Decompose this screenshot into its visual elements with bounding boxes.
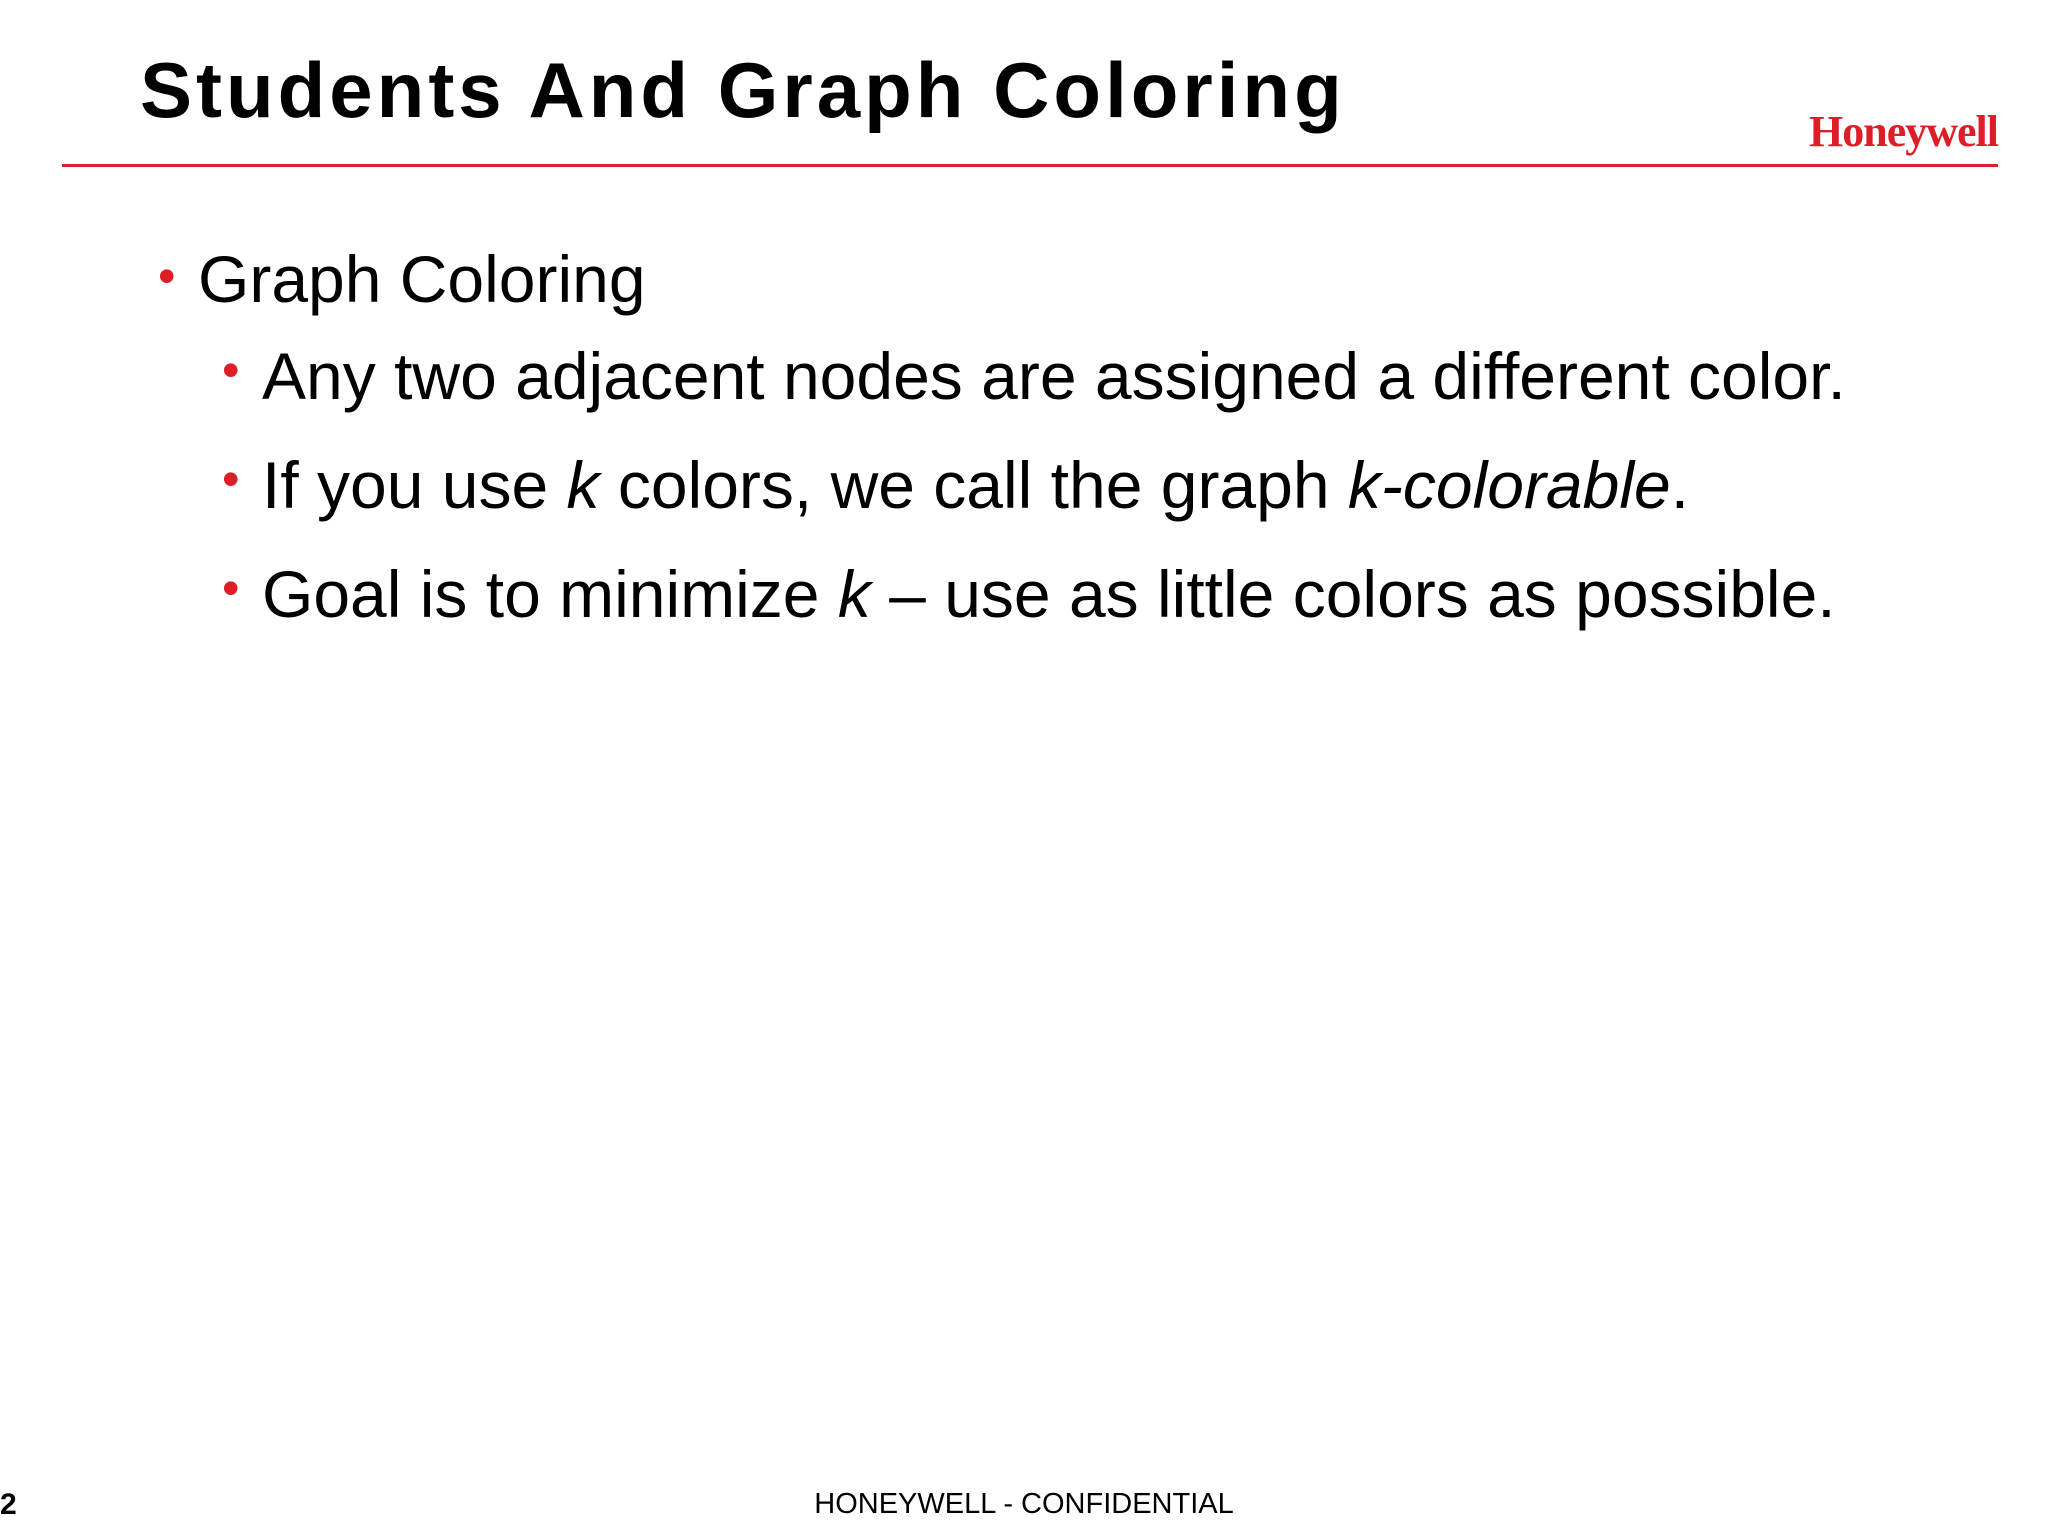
honeywell-logo: Honeywell (1809, 107, 1998, 156)
slide-number: 2 (0, 1488, 17, 1521)
bullet-text-end: . (1670, 447, 1690, 522)
sub-bullet-minimize-k (214, 551, 1862, 638)
confidentiality-notice: HONEYWELL - CONFIDENTIAL (814, 1488, 1234, 1520)
bullet-text-part: colors, we call the graph (599, 447, 1348, 522)
term-k-colorable: k-colorable (1347, 447, 1671, 522)
bullet-text: Any two adjacent nodes are assigned a different color. (262, 338, 1846, 413)
bullet-text-part: If you use (262, 447, 567, 522)
bullet-marker: • (222, 341, 240, 398)
bullet-text-part: – use as little colors as possible. (870, 556, 1836, 631)
sub-bullet-adjacent-nodes (214, 333, 1862, 420)
bullet-text: Graph Coloring (198, 242, 646, 316)
bullet-text-part: Goal is to minimize (262, 556, 838, 631)
title-divider (62, 164, 1998, 167)
slide-title: Students And Graph Coloring (140, 46, 1346, 134)
sub-bullet-k-colorable (214, 442, 1862, 529)
variable-k: k (837, 556, 871, 631)
bullet-graph-coloring (150, 238, 1830, 321)
variable-k: k (566, 447, 600, 522)
slide-content (150, 238, 1846, 660)
bullet-marker: • (222, 450, 240, 507)
bullet-marker: • (222, 559, 240, 616)
bullet-marker: • (158, 248, 176, 304)
